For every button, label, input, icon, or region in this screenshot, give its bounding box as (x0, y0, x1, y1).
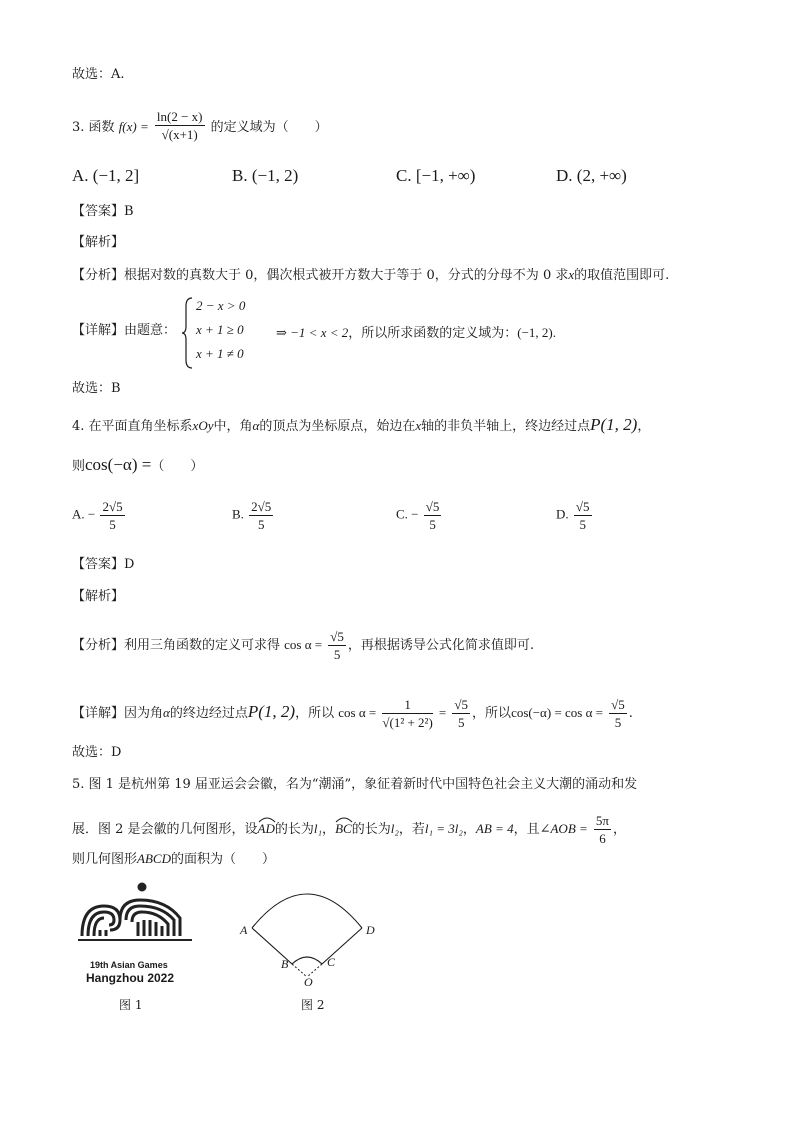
detail-4-frac3 (609, 696, 627, 731)
analysis-4 (72, 628, 534, 663)
q4-cos: cos(−α) = (85, 455, 152, 474)
q3-tail: 的定义域为（ ） (210, 120, 328, 135)
q4-option-a-den: 5 (109, 517, 116, 532)
question-5-line1: 5. 图 1 是杭州第 19 届亚运会会徽，名为“潮涌”，象征着新时代中国特色社会主义大潮的涌动和发 (72, 777, 638, 792)
sys-result (276, 322, 556, 341)
emblem-text-line2: Hangzhou 2022 (86, 971, 175, 985)
emblem-text-line1: 19th Asian Games (90, 960, 168, 970)
sys-row-1: 2 − x > 0 (196, 298, 246, 313)
arc-mark-icon (258, 815, 276, 823)
sys-tail: ，所以所求函数的定义域为：(−1, 2). (348, 325, 556, 340)
analysis-3-text: 【分析】根据对数的真数大于 0，偶次根式被开方数大于等于 0，分式的分母不为 0 求 (72, 268, 569, 283)
q4-option-a (72, 498, 127, 533)
q5-text-e: ，若 (398, 822, 425, 837)
detail-4-a: 【详解】因为角 (72, 706, 164, 721)
detail-4-frac2 (452, 696, 470, 731)
label-c: C (327, 955, 336, 969)
q5-text-g: ，且 (513, 822, 540, 837)
q3-denominator: √(x+1) (161, 127, 198, 142)
q4-option-c-num: √5 (425, 499, 440, 514)
q5-arc-bc-text: BC (335, 821, 352, 836)
q4-option-a-sign: − (87, 506, 96, 522)
q4-text-a: 4. 在平面直角坐标系 (72, 419, 193, 434)
q4-text-d: 轴的非负半轴上，终边经过点 (421, 419, 591, 434)
q5-angle-den: 6 (599, 831, 606, 846)
analysis-4-text: 【分析】利用三角函数的定义可求得 (72, 638, 281, 653)
q4-option-d-num: √5 (575, 499, 590, 514)
inner-arc-bc (292, 957, 322, 964)
q5-text-b: 的长为 (274, 822, 314, 837)
detail-4-cos2: cos(−α) = cos α = (511, 705, 603, 720)
q4-option-c-label: C. (396, 506, 408, 522)
q4-line2-text: 则 (72, 459, 86, 474)
q4-option-d-den: 5 (579, 517, 586, 532)
q4-option-b-num: 2√5 (251, 499, 272, 514)
q4-option-c-den: 5 (429, 517, 436, 532)
answer-label-3: 【答案】B (72, 204, 134, 219)
q4-text-c: 的顶点为坐标原点，始边在 (259, 419, 416, 434)
q4-option-d-label: D. (556, 506, 569, 522)
detail-4-f3-den: 5 (614, 715, 622, 730)
detail-4-cos: cos α = (338, 705, 377, 720)
q3-fraction (155, 108, 205, 143)
detail-4-f2-den: 5 (457, 715, 465, 730)
question-5-line2 (72, 812, 626, 847)
q4-option-a-frac (100, 498, 124, 533)
q4-text-b: 中，角 (213, 419, 253, 434)
q4-tail: （ ） (151, 459, 204, 474)
analysis-3-tail: 的取值范围即可. (574, 268, 670, 283)
q4-option-b-den: 5 (257, 517, 265, 532)
analysis-4-num: √5 (330, 629, 344, 644)
q3-numerator: ln(2 − x) (156, 109, 203, 124)
q5-line3-b: 的面积为（ ） (170, 852, 275, 867)
q5-text-f: ， (462, 822, 476, 837)
detail-4-alpha: α (163, 705, 170, 720)
q4-alpha: α (252, 418, 260, 433)
q5-text-a: 展．图 2 是会徽的几何图形，设 (72, 822, 258, 837)
q5-arc-ad-text: AD (257, 821, 275, 836)
detail-4-c: ，所以 (295, 706, 335, 721)
question-3 (72, 108, 328, 143)
detail-4 (72, 696, 633, 731)
q4-point: P(1, 2) (590, 415, 638, 434)
q4-option-d (556, 498, 594, 533)
q4-option-a-label: A. (72, 506, 85, 522)
q5-angle-frac (594, 812, 611, 847)
q5-text-d: 的长为 (351, 822, 391, 837)
q4-option-c (396, 498, 443, 533)
q5-text-h: ， (613, 822, 627, 837)
q4-option-b (232, 498, 275, 533)
q3-option-b: B. (−1, 2) (232, 166, 299, 185)
detail-4-b: 的终边经过点 (169, 706, 248, 721)
sys-result-text: ⇒ −1 < x < 2 (276, 325, 349, 340)
q3-option-d: D. (2, +∞) (556, 166, 627, 185)
arc-mark-icon (335, 815, 353, 823)
q5-line3-a: 则几何图形 (72, 852, 138, 867)
question-4 (72, 416, 650, 436)
analysis-label-3: 【解析】 (72, 235, 125, 250)
analysis-4-cos: cos α = (284, 637, 323, 652)
detail-4-f1-num: 1 (382, 696, 432, 714)
q5-l1: l₁ (313, 821, 323, 836)
outer-arc-ad (252, 894, 362, 928)
detail-4-f3-num: √5 (611, 697, 625, 712)
q5-l2: l₂ (390, 821, 399, 836)
q3-option-c: C. [−1, +∞) (396, 166, 476, 185)
label-d: D (366, 923, 375, 937)
q4-option-b-frac (249, 498, 273, 533)
figure-2-caption: 图 2 (301, 998, 325, 1012)
answer-label-4: 【答案】D (72, 557, 135, 572)
label-b: B (281, 957, 289, 971)
q4-option-d-frac (574, 498, 592, 533)
q3-function: f(x) = (118, 119, 149, 134)
question-5-line3 (72, 850, 275, 869)
detail-3-label: 【详解】由题意： (72, 323, 177, 338)
q5-arc-bc (335, 821, 352, 836)
q3-option-a: A. (−1, 2] (72, 166, 140, 185)
detail-4-f1-den: √(1² + 2²) (382, 715, 433, 730)
q5-abcd: ABCD (137, 851, 171, 866)
q3-number: 3. 函数 (72, 120, 115, 135)
label-o: O (304, 975, 313, 989)
q4-option-a-num: 2√5 (102, 499, 123, 514)
q5-arc-ad (258, 821, 275, 836)
sys-row-3: x + 1 ≠ 0 (196, 346, 244, 361)
analysis-4-den: 5 (333, 647, 341, 662)
detail-4-f2-num: √5 (454, 697, 469, 712)
analysis-3-var: x (568, 267, 575, 282)
detail-4-eq: = (438, 705, 447, 720)
detail-4-d: ，所以 (472, 706, 512, 721)
detail-4-point: P(1, 2) (247, 702, 296, 721)
q5-angle: ∠AOB = (539, 821, 588, 836)
q4-text-e: ， (637, 419, 651, 434)
analysis-4-tail: ，再根据诱导公式化简求值即可. (347, 638, 535, 653)
sys-row-2: x + 1 ≥ 0 (196, 322, 244, 337)
q4-xoy: xOy (192, 418, 214, 433)
detail-4-frac1 (382, 696, 432, 731)
analysis-3 (72, 266, 669, 285)
analysis-label-4: 【解析】 (72, 589, 125, 604)
q5-angle-num: 5π (595, 813, 609, 828)
analysis-4-frac (328, 628, 346, 663)
q4-option-c-frac (424, 498, 442, 533)
answer-choice-b: 故选：B (72, 381, 121, 396)
q5-ab: AB = 4 (475, 821, 514, 836)
question-4-line2 (72, 456, 203, 476)
q4-x: x (415, 418, 422, 433)
label-a: A (240, 923, 248, 937)
q4-option-c-sign: − (411, 506, 419, 522)
detail-4-end: . (628, 706, 633, 721)
answer-choice-a: 故选：A. (72, 67, 125, 82)
q5-relation: l₁ = 3l₂ (424, 821, 463, 836)
answer-choice-d: 故选：D (72, 745, 122, 760)
q5-text-c: ， (322, 822, 336, 837)
figure-1-caption: 图 1 (119, 998, 143, 1012)
q4-option-b-label: B. (232, 506, 244, 522)
